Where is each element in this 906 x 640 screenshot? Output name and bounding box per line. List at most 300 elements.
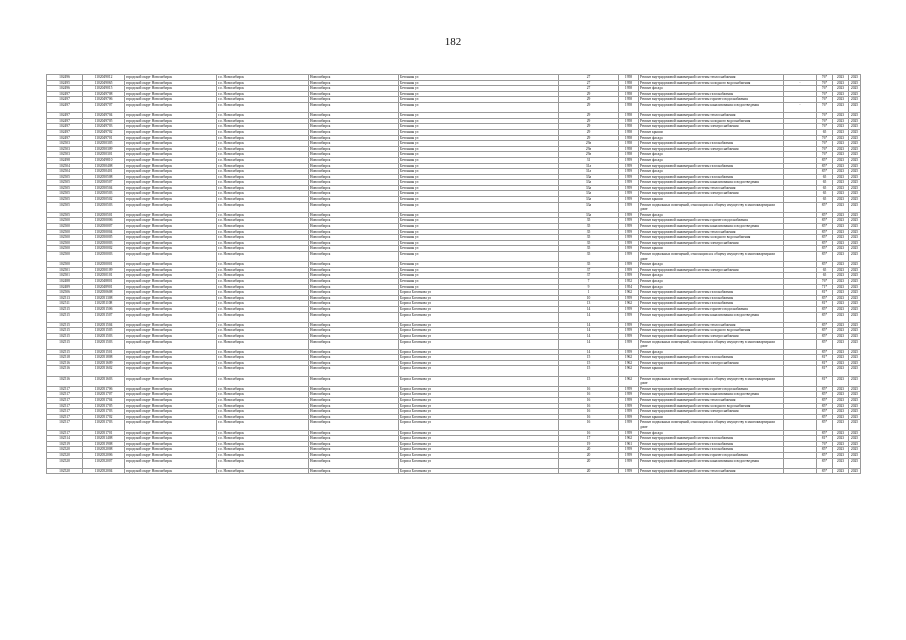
cell-street: Бетонная ул [399,229,559,235]
cell-work-code: 1102051504 [83,322,125,328]
cell-period: 85* [817,322,833,328]
cell-work-code: 1102050101 [83,273,125,279]
cell-period: 65 [817,185,833,191]
cell-build-year: 1962 [619,360,639,366]
cell-house-number: 35 [559,240,619,246]
cell-year-end: 2025 [849,447,861,453]
cell-work-type: Ремонт внутридомовой инженерной системы теплоснабжения [639,185,784,191]
cell-house-id: 102504 [47,163,83,169]
cell-house-id: 102501 [47,273,83,279]
cell-year-start: 2023 [833,366,849,376]
cell-work-type: Ремонт внутридомовой инженерной системы горячего водоснабжения [639,452,784,458]
cell-work-code: 1102050003 [83,240,125,246]
cell-period: 85* [817,235,833,241]
cell-municipal-district: городской округ Новосибирск [125,403,217,409]
cell-settlement: Новосибирск [309,169,399,175]
cell-year-start: 2023 [833,174,849,180]
cell-settlement: Новосибирск [309,295,399,301]
cell-house-number: 35 [559,224,619,230]
cell-house-id: 102505 [47,202,83,212]
cell-year-end: 2025 [849,185,861,191]
cell-street: Бетонная ул [399,102,559,112]
cell-work-type: Ремонт внутридомовой инженерной системы канализования и водоотведения [639,312,784,322]
cell-year-end: 2025 [849,135,861,141]
cell-house-number: 27 [559,75,619,81]
cell-municipal-district: городской округ Новосибирск [125,355,217,361]
cell-work-code: 1102050502 [83,197,125,203]
cell-municipal-district: городской округ Новосибирск [125,295,217,301]
cell-year-start: 2023 [833,376,849,386]
cell-work-code: 1102051505 [83,328,125,334]
cell-work-type: Ремонт внутридомовой инженерной системы электроснабжения [639,124,784,130]
cell-municipality: г.о. Новосибирск [217,146,309,152]
cell-municipality: г.о. Новосибирск [217,191,309,197]
cell-house-id: 102514 [47,436,83,442]
cell-year-end: 2025 [849,409,861,415]
cell-build-year: 1962 [619,436,639,442]
cell-period: 65 [817,197,833,203]
cell-year-start: 2023 [833,436,849,442]
cell-settlement: Новосибирск [309,420,399,430]
cell-municipality: г.о. Новосибирск [217,113,309,119]
cell-work-code: 1102051707 [83,392,125,398]
cell-year-end: 2025 [849,163,861,169]
cell-settlement: Новосибирск [309,360,399,366]
cell-street: Бетонная ул [399,152,559,158]
cell-period: 65 [817,191,833,197]
cell-settlement: Новосибирск [309,113,399,119]
cell-period: 85* [817,295,833,301]
cell-work-code: 1102049708 [83,91,125,97]
cell-settlement: Новосибирск [309,180,399,186]
cell-municipality: г.о. Новосибирск [217,135,309,141]
cell-period: 85* [817,398,833,404]
cell-municipal-district: городской округ Новосибирск [125,267,217,273]
cell-period: 65 [817,273,833,279]
cell-period: 85* [817,430,833,436]
cell-period: 76* [817,80,833,86]
cell-house-number: 14 [559,339,619,349]
cell-settlement: Новосибирск [309,441,399,447]
cell-municipal-district: городской округ Новосибирск [125,273,217,279]
cell-year-end: 2025 [849,322,861,328]
cell-work-code: 1102051408 [83,436,125,442]
cell-year-end: 2025 [849,212,861,218]
cell-year-start: 2023 [833,102,849,112]
cell-house-number: 14 [559,333,619,339]
cell-house-id: 102515 [47,306,83,312]
cell-house-number: 13 [559,301,619,307]
cell-settlement: Новосибирск [309,252,399,262]
cell-house-id: 102503 [47,152,83,158]
cell-work-type: Ремонт внутридомовой инженерной системы электроснабжения [639,267,784,273]
cell-municipality: г.о. Новосибирск [217,75,309,81]
cell-municipal-district: городской округ Новосибирск [125,278,217,284]
cell-municipal-district: городской округ Новосибирск [125,322,217,328]
cell-house-id: 102520 [47,447,83,453]
cell-house-id: 102495 [47,80,83,86]
cell-house-number: 15 [559,360,619,366]
cell-work-type: Ремонт внутридомовой инженерной системы канализования и водоотведения [639,102,784,112]
cell-build-year: 1962 [619,290,639,296]
cell-work-type: Ремонт внутридомовой инженерной системы горячего водоснабжения [639,97,784,103]
cell-period: 85* [817,169,833,175]
cell-house-id: 102515 [47,328,83,334]
cell-street: Бориса Богаткова ул [399,436,559,442]
cell-year-end: 2025 [849,349,861,355]
cell-municipal-district: городской округ Новосибирск [125,86,217,92]
cell-house-id: 102497 [47,91,83,97]
cell-municipal-district: городской округ Новосибирск [125,80,217,86]
cell-municipality: г.о. Новосибирск [217,366,309,376]
cell-municipality: г.о. Новосибирск [217,262,309,268]
cell-year-start: 2023 [833,246,849,252]
cell-street: Бетонная ул [399,180,559,186]
cell-work-type: Ремонт фасада [639,135,784,141]
cell-build-year: 1962 [619,366,639,376]
cell-build-year: 1958 [619,91,639,97]
cell-street: Бориса Богаткова ул [399,355,559,361]
cell-year-start: 2023 [833,414,849,420]
cell-street: Бетонная ул [399,157,559,163]
cell-year-end: 2025 [849,278,861,284]
cell-year-start: 2023 [833,97,849,103]
cell-year-end: 2025 [849,124,861,130]
cell-period: 81* [817,301,833,307]
cell-municipal-district: городской округ Новосибирск [125,452,217,458]
cell-municipality: г.о. Новосибирск [217,180,309,186]
cell-house-id: 102497 [47,118,83,124]
cell-municipal-district: городской округ Новосибирск [125,152,217,158]
cell-municipality: г.о. Новосибирск [217,284,309,290]
cell-municipal-district: городской округ Новосибирск [125,420,217,430]
cell-note [784,376,817,386]
cell-municipal-district: городской округ Новосибирск [125,458,217,468]
cell-street: Бетонная ул [399,118,559,124]
cell-work-code: 1102049707 [83,102,125,112]
cell-house-id: 102500 [47,262,83,268]
cell-street: Бетонная ул [399,262,559,268]
cell-work-code: 1102051609 [83,360,125,366]
cell-settlement: Новосибирск [309,129,399,135]
cell-year-end: 2025 [849,202,861,212]
cell-work-code: 1102050003 [83,252,125,262]
cell-year-start: 2023 [833,284,849,290]
cell-street: Бетонная ул [399,174,559,180]
cell-settlement: Новосибирск [309,202,399,212]
cell-year-start: 2023 [833,86,849,92]
cell-street: Бориса Богаткова ул [399,452,559,458]
cell-work-code: 1102050503 [83,191,125,197]
cell-house-number: 31 [559,157,619,163]
cell-work-code: 1102051808 [83,355,125,361]
cell-year-start: 2023 [833,185,849,191]
cell-year-end: 2025 [849,366,861,376]
cell-municipality: г.о. Новосибирск [217,185,309,191]
cell-build-year: 1958 [619,97,639,103]
cell-work-code: 1102049065 [83,80,125,86]
cell-settlement: Новосибирск [309,452,399,458]
table-row [47,202,861,212]
cell-house-number: 33а [559,191,619,197]
cell-period: 85* [817,163,833,169]
cell-build-year: 1959 [619,224,639,230]
cell-municipality: г.о. Новосибирск [217,328,309,334]
cell-work-code: 1102051701 [83,430,125,436]
cell-year-start: 2023 [833,420,849,430]
cell-municipality: г.о. Новосибирск [217,273,309,279]
cell-build-year: 1959 [619,328,639,334]
cell-settlement: Новосибирск [309,386,399,392]
cell-municipality: г.о. Новосибирск [217,212,309,218]
cell-year-end: 2025 [849,312,861,322]
cell-build-year: 1959 [619,197,639,203]
cell-municipality: г.о. Новосибирск [217,355,309,361]
cell-work-code: 1102050309 [83,146,125,152]
cell-municipality: г.о. Новосибирск [217,129,309,135]
cell-year-end: 2025 [849,468,861,474]
cell-work-type: Ремонт фасада [639,157,784,163]
cell-year-start: 2023 [833,212,849,218]
cell-work-code: 1102050408 [83,163,125,169]
cell-year-start: 2023 [833,301,849,307]
cell-period: 85* [817,240,833,246]
cell-settlement: Новосибирск [309,86,399,92]
cell-year-end: 2025 [849,262,861,268]
cell-house-number: 16 [559,414,619,420]
cell-note [784,458,817,468]
cell-year-end: 2025 [849,458,861,468]
cell-build-year: 1959 [619,452,639,458]
cell-year-start: 2023 [833,430,849,436]
cell-note [784,420,817,430]
cell-street: Бориса Богаткова ул [399,398,559,404]
cell-period: 85* [817,229,833,235]
cell-year-start: 2023 [833,157,849,163]
cell-house-number: 19 [559,441,619,447]
cell-work-type: Ремонт внутридомовой инженерной системы горячего водоснабжения [639,306,784,312]
cell-year-end: 2025 [849,174,861,180]
cell-street: Бетонная ул [399,246,559,252]
cell-house-id: 102517 [47,430,83,436]
cell-house-number: 35 [559,235,619,241]
cell-work-type: Ремонт подвальных помещений, относящихся к общему имуществу в многоквартирном доме [639,252,784,262]
cell-settlement: Новосибирск [309,75,399,81]
cell-period: 76* [817,441,833,447]
cell-year-start: 2023 [833,152,849,158]
cell-settlement: Новосибирск [309,267,399,273]
cell-period: 85* [817,349,833,355]
cell-build-year: 1958 [619,80,639,86]
cell-note [784,252,817,262]
cell-municipality: г.о. Новосибирск [217,267,309,273]
cell-settlement: Новосибирск [309,301,399,307]
cell-build-year: 1959 [619,447,639,453]
cell-work-type: Ремонт внутридомовой инженерной системы теплоснабжения [639,75,784,81]
cell-municipal-district: городской округ Новосибирск [125,185,217,191]
cell-street: Бетонная ул [399,80,559,86]
cell-house-id: 102517 [47,409,83,415]
cell-municipal-district: городской округ Новосибирск [125,301,217,307]
cell-year-end: 2025 [849,360,861,366]
cell-work-type: Ремонт внутридомовой инженерной системы холодного водоснабжения [639,328,784,334]
table-row [47,468,861,474]
cell-work-code: 1102050109 [83,267,125,273]
cell-period: 76* [817,135,833,141]
cell-municipal-district: городской округ Новосибирск [125,157,217,163]
cell-work-type: Ремонт внутридомовой инженерной системы теплоснабжения [639,229,784,235]
cell-settlement: Новосибирск [309,430,399,436]
cell-house-number: 14 [559,349,619,355]
cell-settlement: Новосибирск [309,333,399,339]
cell-work-type: Ремонт внутридомовой инженерной системы канализования и водоотведения [639,180,784,186]
cell-house-number: 16 [559,392,619,398]
cell-year-end: 2025 [849,118,861,124]
cell-build-year: 1959 [619,212,639,218]
cell-municipality: г.о. Новосибирск [217,398,309,404]
cell-settlement: Новосибирск [309,398,399,404]
cell-year-start: 2023 [833,124,849,130]
cell-work-type: Ремонт внутридомовой инженерной системы холодного водоснабжения [639,80,784,86]
cell-year-start: 2023 [833,169,849,175]
cell-house-number: 20 [559,458,619,468]
cell-street: Бориса Богаткова ул [399,441,559,447]
cell-settlement: Новосибирск [309,458,399,468]
cell-work-type: Ремонт внутридомовой инженерной системы газоснабжения [639,355,784,361]
cell-settlement: Новосибирск [309,322,399,328]
cell-house-id: 102505 [47,191,83,197]
cell-street: Бориса Богаткова ул [399,447,559,453]
cell-house-id: 102500 [47,252,83,262]
cell-build-year: 1959 [619,312,639,322]
cell-house-id: 102497 [47,102,83,112]
cell-work-code: 1102050005 [83,235,125,241]
cell-work-code: 1102050503 [83,202,125,212]
cell-house-id: 102500 [47,218,83,224]
cell-year-end: 2025 [849,197,861,203]
cell-street: Бетонная ул [399,267,559,273]
cell-house-id: 102516 [47,366,83,376]
cell-work-type: Ремонт внутридомовой инженерной системы газоснабжения [639,295,784,301]
cell-year-start: 2023 [833,398,849,404]
cell-build-year: 1959 [619,458,639,468]
cell-period: 76* [817,278,833,284]
cell-work-type: Ремонт фасада [639,430,784,436]
cell-settlement: Новосибирск [309,376,399,386]
cell-municipality: г.о. Новосибирск [217,152,309,158]
cell-build-year: 1959 [619,218,639,224]
cell-work-code: 1102050001 [83,262,125,268]
cell-work-code: 1102050305 [83,141,125,147]
cell-work-type: Ремонт внутридомовой инженерной системы газоснабжения [639,290,784,296]
cell-settlement: Новосибирск [309,146,399,152]
cell-work-code: 1102050007 [83,224,125,230]
cell-work-type: Ремонт внутридомовой инженерной системы теплоснабжения [639,468,784,474]
cell-municipal-district: городской округ Новосибирск [125,97,217,103]
cell-street: Бетонная ул [399,235,559,241]
cell-year-end: 2025 [849,75,861,81]
cell-work-type: Ремонт внутридомовой инженерной системы горячего водоснабжения [639,386,784,392]
cell-year-end: 2025 [849,328,861,334]
cell-settlement: Новосибирск [309,366,399,376]
cell-municipality: г.о. Новосибирск [217,141,309,147]
cell-year-start: 2023 [833,458,849,468]
cell-house-number: 33а [559,212,619,218]
cell-street: Бориса Богаткова ул [399,386,559,392]
cell-house-number: 16 [559,430,619,436]
cell-work-code: 1102049706 [83,97,125,103]
cell-settlement: Новосибирск [309,349,399,355]
cell-year-start: 2023 [833,229,849,235]
table-row [47,252,861,262]
cell-year-start: 2023 [833,224,849,230]
cell-work-code: 1102052007 [83,458,125,468]
cell-year-end: 2025 [849,436,861,442]
cell-house-number: 14 [559,312,619,322]
cell-work-type: Ремонт крыши [639,129,784,135]
cell-municipal-district: городской округ Новосибирск [125,174,217,180]
cell-year-end: 2025 [849,169,861,175]
cell-municipality: г.о. Новосибирск [217,295,309,301]
cell-year-start: 2023 [833,468,849,474]
cell-house-id: 102497 [47,129,83,135]
cell-municipal-district: городской округ Новосибирск [125,414,217,420]
cell-municipality: г.о. Новосибирск [217,240,309,246]
cell-house-number: 15 [559,366,619,376]
cell-year-end: 2025 [849,191,861,197]
cell-year-end: 2025 [849,398,861,404]
cell-municipality: г.о. Новосибирск [217,392,309,398]
cell-build-year: 1959 [619,295,639,301]
cell-settlement: Новосибирск [309,224,399,230]
cell-house-id: 102504 [47,169,83,175]
cell-municipal-district: городской округ Новосибирск [125,290,217,296]
cell-build-year: 1962 [619,355,639,361]
cell-year-start: 2023 [833,278,849,284]
cell-period: 81* [817,290,833,296]
cell-period: 85* [817,306,833,312]
cell-settlement: Новосибирск [309,185,399,191]
cell-year-end: 2025 [849,80,861,86]
cell-municipal-district: городской округ Новосибирск [125,360,217,366]
cell-settlement: Новосибирск [309,235,399,241]
cell-build-year: 1958 [619,86,639,92]
cell-build-year: 1958 [619,135,639,141]
cell-work-code: 1102050507 [83,180,125,186]
cell-work-code: 1102049810 [83,157,125,163]
cell-period: 85* [817,458,833,468]
cell-street: Бетонная ул [399,141,559,147]
cell-municipality: г.о. Новосибирск [217,376,309,386]
cell-street: Бориса Богаткова ул [399,328,559,334]
cell-work-type: Ремонт внутридомовой инженерной системы электроснабжения [639,360,784,366]
cell-house-number: 16 [559,398,619,404]
cell-municipality: г.о. Новосибирск [217,420,309,430]
cell-municipal-district: городской округ Новосибирск [125,180,217,186]
cell-period: 76* [817,146,833,152]
cell-street: Бетонная ул [399,163,559,169]
cell-year-start: 2023 [833,409,849,415]
cell-year-end: 2025 [849,414,861,420]
cell-year-end: 2025 [849,339,861,349]
cell-municipality: г.о. Новосибирск [217,246,309,252]
cell-build-year: 1959 [619,339,639,349]
cell-settlement: Новосибирск [309,262,399,268]
cell-house-id: 102517 [47,392,83,398]
cell-municipality: г.о. Новосибирск [217,86,309,92]
cell-period: 85* [817,224,833,230]
cell-house-number: 16 [559,403,619,409]
